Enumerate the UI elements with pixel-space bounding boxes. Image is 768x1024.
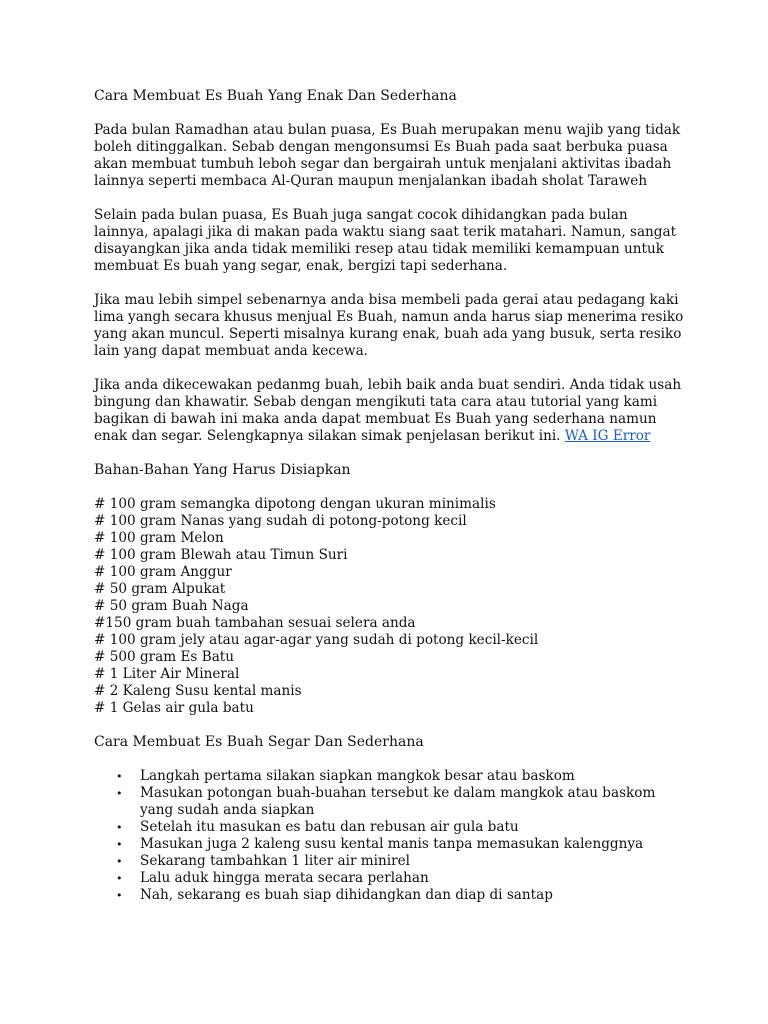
step-text: Langkah pertama silakan siapkan mangkok besar atau baskom [140, 768, 575, 784]
steps-list [94, 768, 684, 904]
ingredient-item: # 2 Kaleng Susu kental manis [94, 683, 302, 699]
bullet-icon: • [116, 770, 123, 783]
paragraph-4-text: Jika anda dikecewakan pedanmg buah, lebih baik anda buat sendiri. Anda tidak usah bingung dan khawatir. Sebab dengan mengikuti tata cara atau tutorial yang kami bagikan di bawah ini maka anda dapat membuat Es Buah yang sederhana namun enak dan segar. Selengkapnya silakan simak penjelasan berikut ini. [94, 377, 682, 444]
step-item [116, 870, 684, 887]
steps-heading: Cara Membuat Es Buah Segar Dan Sederhana [94, 734, 424, 750]
ingredient-item: # 1 Gelas air gula batu [94, 700, 254, 716]
ingredient-item: # 100 gram Nanas yang sudah di potong-potong kecil [94, 513, 467, 529]
step-item [116, 819, 684, 836]
step-item [116, 887, 684, 904]
ingredient-item: # 50 gram Alpukat [94, 581, 226, 597]
step-item [116, 785, 684, 819]
ingredient-item: # 100 gram Melon [94, 530, 224, 546]
ingredient-item: # 50 gram Buah Naga [94, 598, 249, 614]
step-text: Setelah itu masukan es batu dan rebusan air gula batu [140, 819, 519, 835]
paragraph-3: Jika mau lebih simpel sebenarnya anda bisa membeli pada gerai atau pedagang kaki lima yangh secara khusus menjual Es Buah, namun anda harus siap menerima resiko yang akan muncul. Seperti misalnya kurang enak, buah ada yang busuk, serta resiko lain yang dapat membuat anda kecewa. [94, 292, 684, 359]
step-text: Masukan juga 2 kaleng susu kental manis tanpa memasukan kalenggnya [140, 836, 644, 852]
step-text: Sekarang tambahkan 1 liter air minirel [140, 853, 411, 869]
step-item [116, 836, 684, 853]
wa-ig-error-link[interactable]: WA IG Error [564, 428, 651, 444]
bullet-icon: • [116, 889, 123, 902]
bullet-icon: • [116, 821, 123, 834]
bullet-icon: • [116, 872, 123, 885]
paragraph-2: Selain pada bulan puasa, Es Buah juga sangat cocok dihidangkan pada bulan lainnya, apalagi jika di makan pada waktu siang saat terik matahari. Namun, sangat disayangkan jika anda tidak memiliki resep atau tidak memiliki kemampuan untuk membuat Es buah yang segar, enak, bergizi tapi sederhana. [94, 207, 677, 274]
paragraph-4 [94, 377, 684, 445]
bullet-icon: • [116, 787, 123, 800]
ingredient-item: # 1 Liter Air Mineral [94, 666, 240, 682]
bullet-icon: • [116, 855, 123, 868]
paragraph-1: Pada bulan Ramadhan atau bulan puasa, Es Buah merupakan menu wajib yang tidak boleh ditinggalkan. Sebab dengan mengonsumsi Es Buah pada saat berbuka puasa akan membuat tumbuh leboh segar dan bergairah untuk menjalani aktivitas ibadah lainnya seperti membaca Al-Quran maupun menjalankan ibadah sholat Taraweh [94, 122, 681, 189]
step-text: Masukan potongan buah-buahan tersebut ke dalam mangkok atau baskom yang sudah anda siapkan [140, 785, 656, 818]
document-page [94, 88, 684, 904]
ingredient-item: # 100 gram Anggur [94, 564, 232, 580]
step-text: Lalu aduk hingga merata secara perlahan [140, 870, 429, 886]
bullet-icon: • [116, 838, 123, 851]
ingredient-item: # 500 gram Es Batu [94, 649, 235, 665]
ingredient-item: # 100 gram jely atau agar-agar yang sudah di potong kecil-kecil [94, 632, 539, 648]
ingredient-item: # 100 gram Blewah atau Timun Suri [94, 547, 348, 563]
ingredient-item: # 100 gram semangka dipotong dengan ukuran minimalis [94, 496, 496, 512]
step-text: Nah, sekarang es buah siap dihidangkan dan diap di santap [140, 887, 553, 903]
ingredients-list [94, 496, 684, 717]
ingredient-item: #150 gram buah tambahan sesuai selera anda [94, 615, 416, 631]
step-item [116, 853, 684, 870]
step-item [116, 768, 684, 785]
ingredients-heading: Bahan-Bahan Yang Harus Disiapkan [94, 462, 351, 478]
document-title: Cara Membuat Es Buah Yang Enak Dan Sederhana [94, 88, 457, 104]
